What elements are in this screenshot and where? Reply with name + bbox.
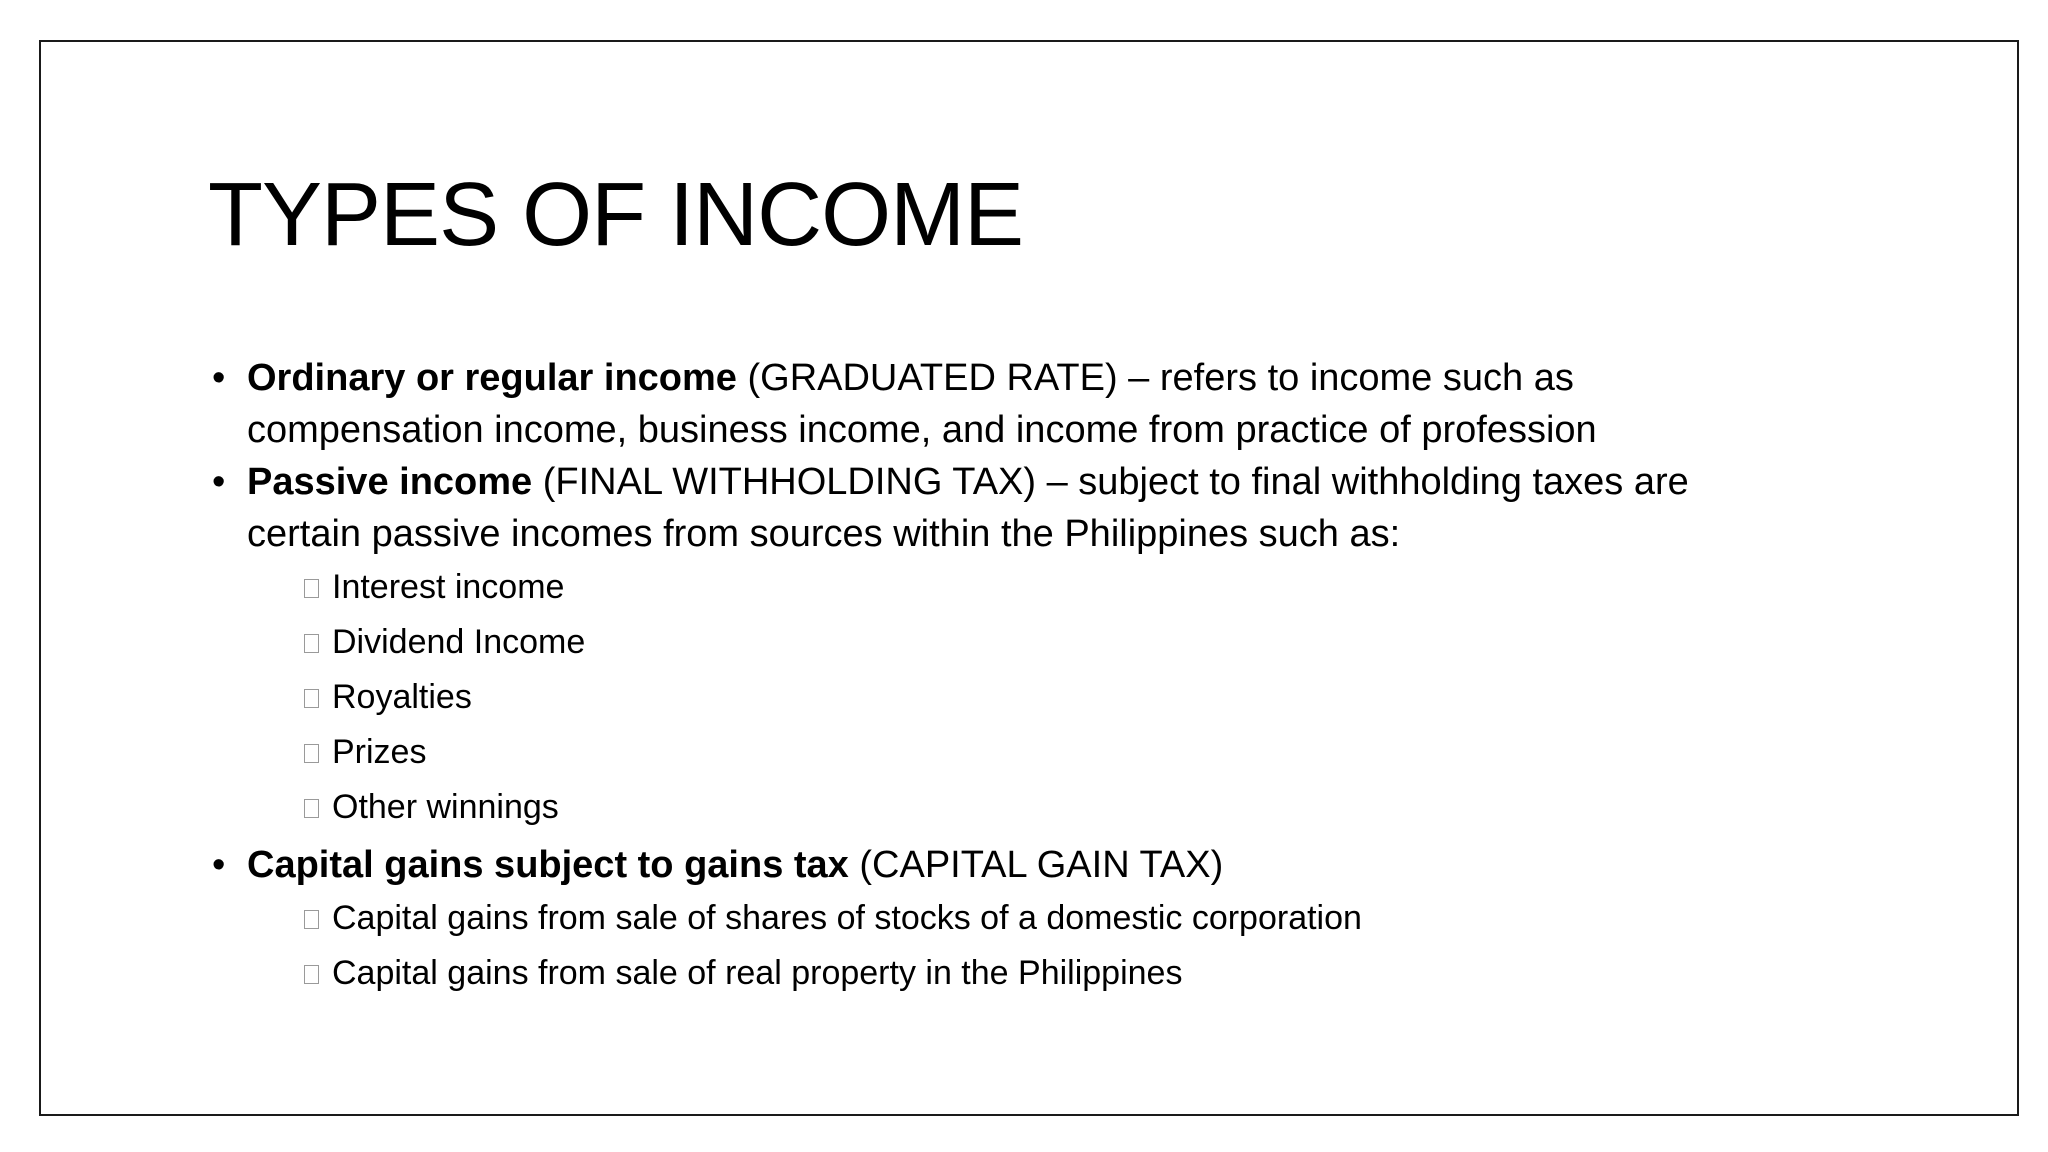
sub-item-label: Other winnings bbox=[332, 788, 559, 826]
sub-item bbox=[304, 946, 1812, 1001]
checkbox-glyph-icon bbox=[304, 799, 319, 818]
checkbox-glyph-icon bbox=[304, 744, 319, 763]
slide-title: TYPES OF INCOME bbox=[208, 165, 1024, 265]
bullet-dot: • bbox=[212, 844, 226, 886]
bullet-dot: • bbox=[212, 461, 226, 503]
bullet-capital-gains bbox=[212, 839, 1812, 891]
sub-item-label: Prizes bbox=[332, 733, 427, 771]
checkbox-glyph-icon bbox=[304, 910, 319, 929]
sub-item bbox=[304, 725, 1812, 780]
sub-item bbox=[304, 891, 1812, 946]
slide-content bbox=[212, 352, 1812, 1001]
sub-item bbox=[304, 780, 1812, 835]
checkbox-glyph-icon bbox=[304, 965, 319, 984]
sub-item bbox=[304, 560, 1812, 615]
sub-item-label: Interest income bbox=[332, 568, 565, 606]
sub-item bbox=[304, 670, 1812, 725]
bullet-passive-income bbox=[212, 456, 1812, 560]
sub-item-label: Capital gains from sale of real property in the Philippines bbox=[332, 954, 1183, 992]
bullet-heading: Ordinary or regular income bbox=[247, 357, 737, 399]
bullet-heading: Passive income bbox=[247, 461, 533, 503]
bullet-text: (CAPITAL GAIN TAX) bbox=[848, 844, 1224, 886]
bullet-text: (GRADUATED RATE) – refers to income such as compensation income, business income, and income from practice of profession bbox=[247, 357, 1597, 451]
bullet-heading: Capital gains subject to gains tax bbox=[247, 844, 849, 886]
sub-item-label: Capital gains from sale of shares of stocks of a domestic corporation bbox=[332, 899, 1362, 937]
checkbox-glyph-icon bbox=[304, 634, 319, 653]
bullet-dot: • bbox=[212, 357, 226, 399]
bullet-text: (FINAL WITHHOLDING TAX) – subject to final withholding taxes are certain passive incomes from sources within the Philippines such as: bbox=[247, 461, 1689, 555]
passive-income-sublist bbox=[212, 560, 1812, 835]
checkbox-glyph-icon bbox=[304, 579, 319, 598]
sub-item-label: Royalties bbox=[332, 678, 472, 716]
sub-item bbox=[304, 615, 1812, 670]
sub-item-label: Dividend Income bbox=[332, 623, 586, 661]
checkbox-glyph-icon bbox=[304, 689, 319, 708]
bullet-ordinary-income bbox=[212, 352, 1812, 456]
capital-gains-sublist bbox=[212, 891, 1812, 1001]
